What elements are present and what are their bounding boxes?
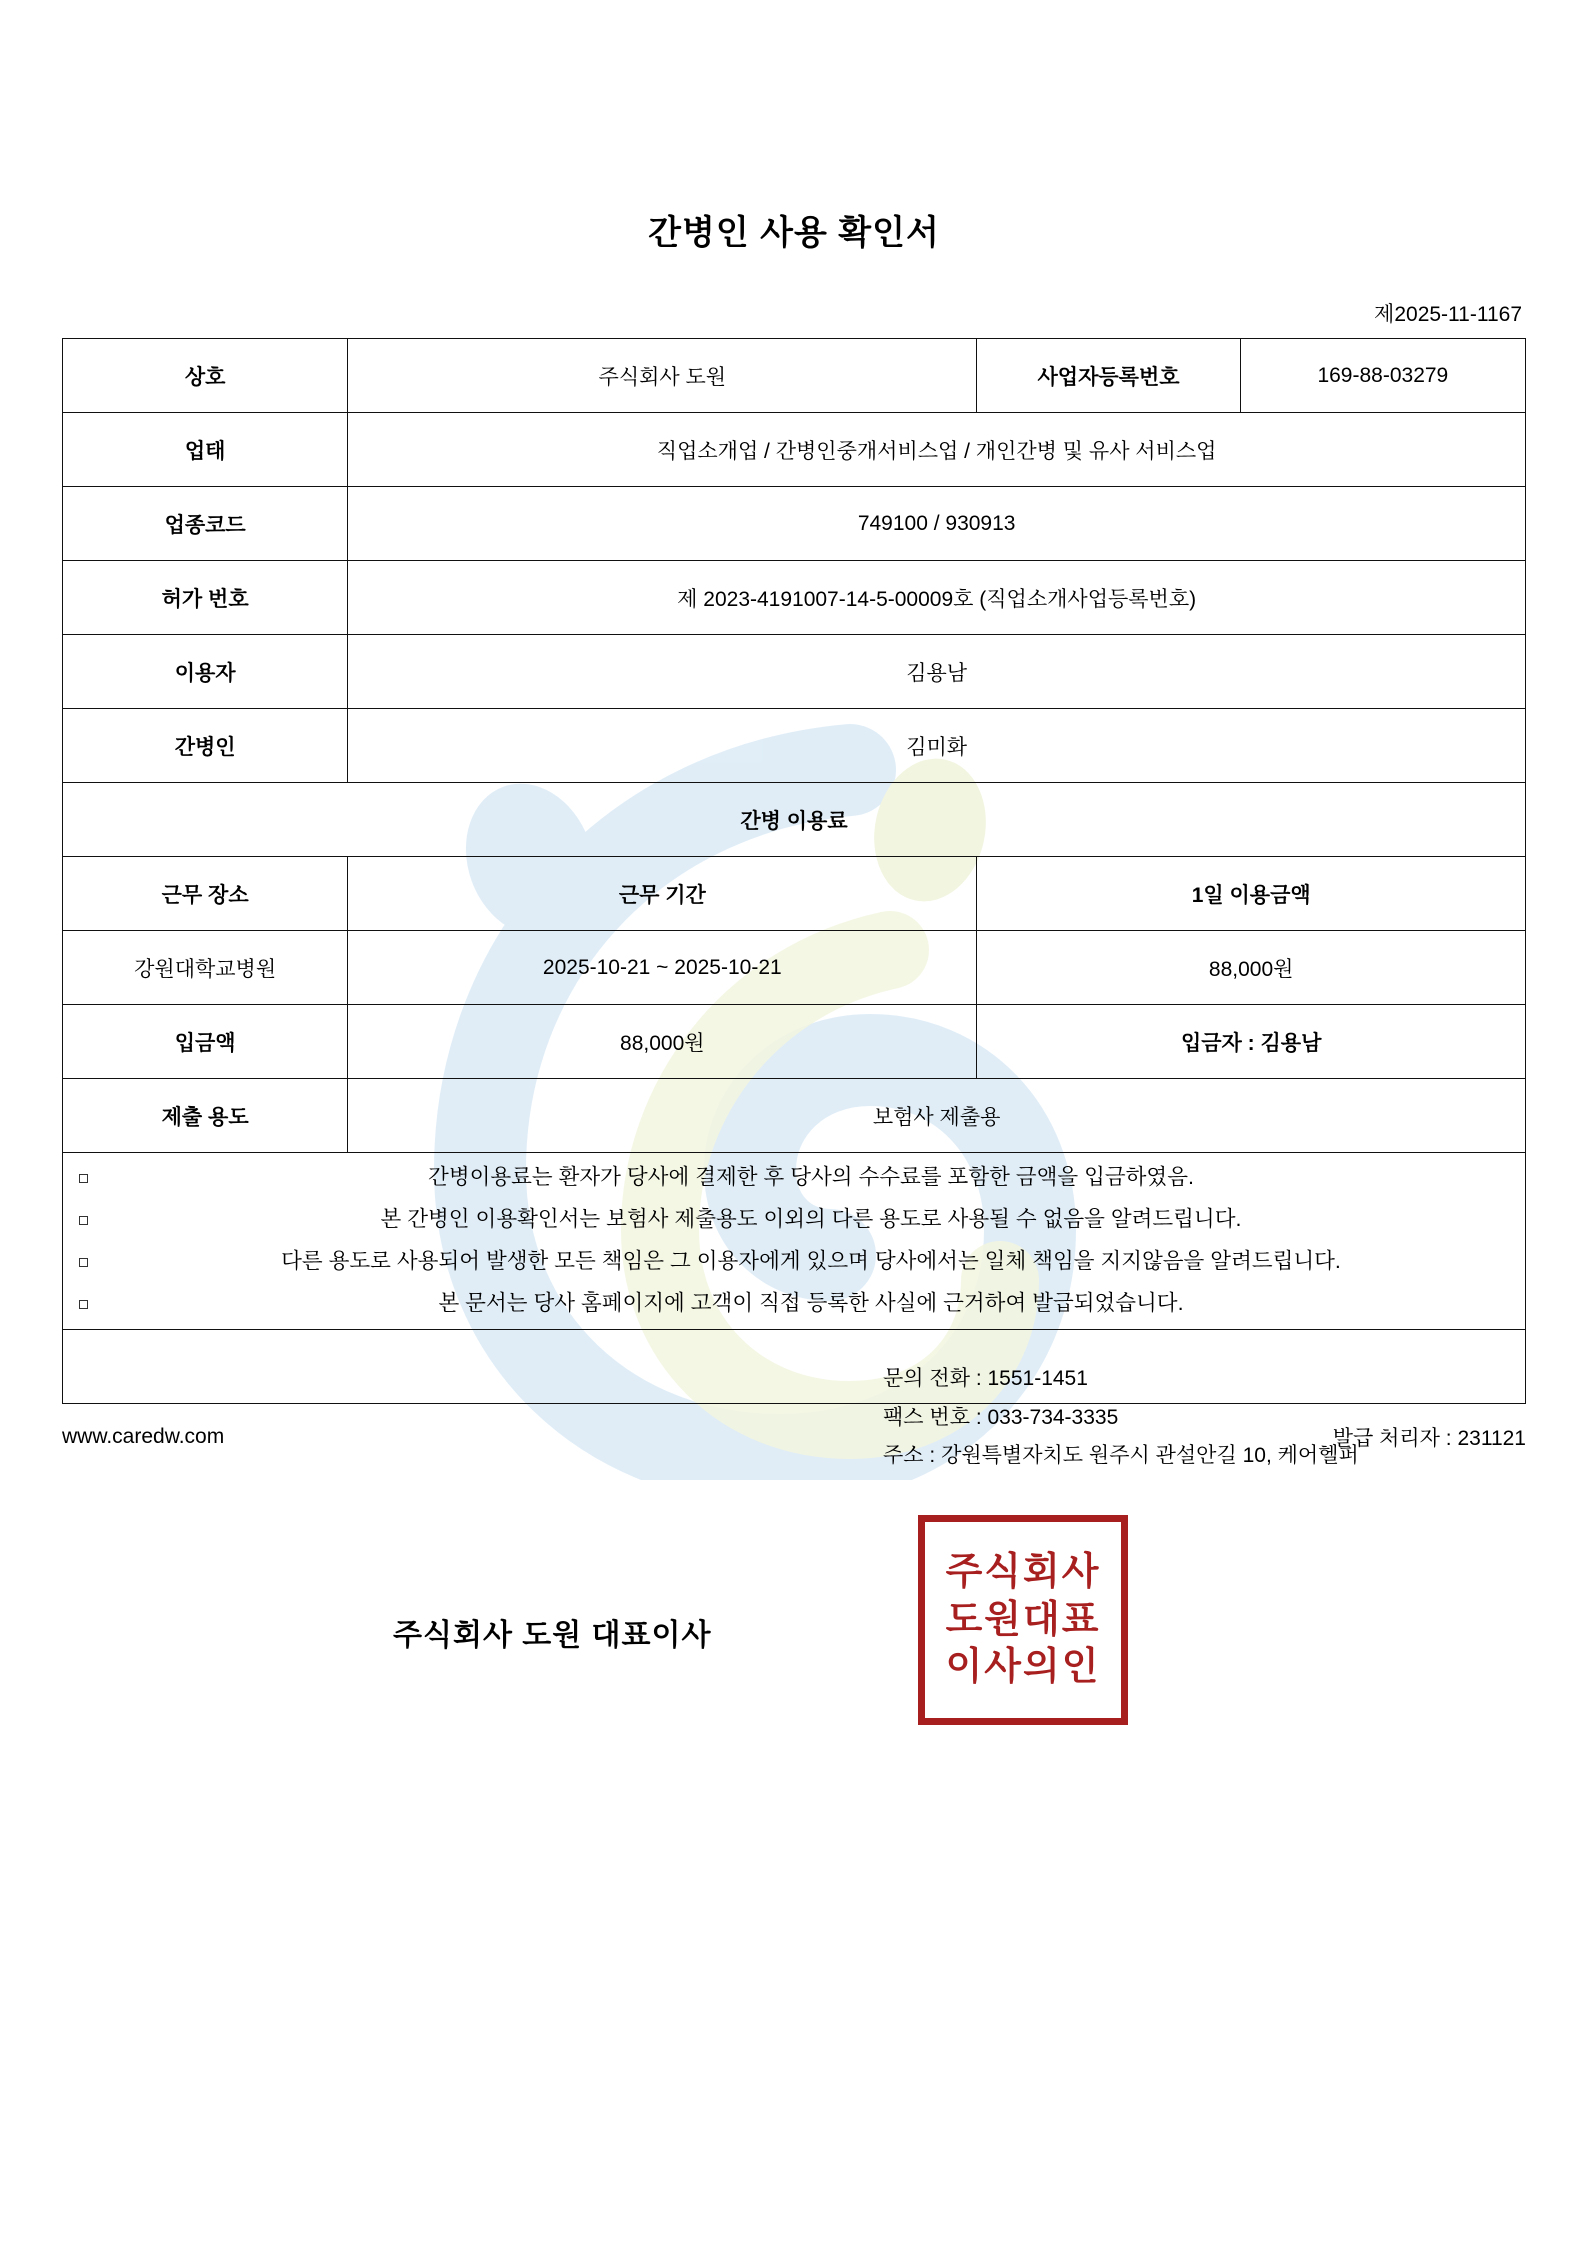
page-footer bbox=[62, 1422, 1526, 1452]
header-work-period: 근무 기간 bbox=[348, 857, 977, 931]
table-row-user bbox=[63, 635, 1526, 709]
table-row-fee-headers bbox=[63, 857, 1526, 931]
label-user: 이용자 bbox=[63, 635, 348, 709]
table-row-notes bbox=[63, 1153, 1526, 1330]
table-row-footer bbox=[63, 1329, 1526, 1403]
header-daily-amount: 1일 이용금액 bbox=[977, 857, 1526, 931]
table-row-purpose bbox=[63, 1079, 1526, 1153]
seal-line-1: 주식회사 bbox=[945, 1549, 1101, 1594]
page-title: 간병인 사용 확인서 bbox=[648, 214, 940, 252]
table-row-company-name bbox=[63, 339, 1526, 413]
table-row-industry-code bbox=[63, 487, 1526, 561]
value-work-period: 2025-10-21 ~ 2025-10-21 bbox=[348, 931, 977, 1005]
value-company-name: 주식회사 도원 bbox=[348, 339, 977, 413]
table-row-caregiver bbox=[63, 709, 1526, 783]
list-item: 다른 용도로 사용되어 발생한 모든 책임은 그 이용자에게 있으며 당사에서는 일체 책임을 지지않음을 알려드립니다. bbox=[71, 1241, 1517, 1283]
value-industry-code: 749100 / 930913 bbox=[348, 487, 1526, 561]
header-work-place: 근무 장소 bbox=[63, 857, 348, 931]
value-purpose: 보험사 제출용 bbox=[348, 1079, 1526, 1153]
value-business-type: 직업소개업 / 간병인중개서비스업 / 개인간병 및 유사 서비스업 bbox=[348, 413, 1526, 487]
signature-row bbox=[63, 1549, 1525, 1720]
table-row-fee-section-title bbox=[63, 783, 1526, 857]
notes-section bbox=[63, 1153, 1526, 1330]
seal-line-3: 이사의인 bbox=[945, 1644, 1101, 1689]
contact-phone: 문의 전화 : 1551-1451 bbox=[883, 1366, 1088, 1390]
label-biz-no: 사업자등록번호 bbox=[977, 339, 1240, 413]
contact-fax: 팩스 번호 : 033-734-3335 bbox=[883, 1405, 1119, 1429]
table-row-license-no bbox=[63, 561, 1526, 635]
list-item: 간병이용료는 환자가 당사에 결제한 후 당사의 수수료를 포함한 금액을 입금하였음. bbox=[71, 1157, 1517, 1199]
table-row-fee-values bbox=[63, 931, 1526, 1005]
value-license-no: 제 2023-4191007-14-5-00009호 (직업소개사업등록번호) bbox=[348, 561, 1526, 635]
fee-section-title: 간병 이용료 bbox=[63, 783, 1526, 857]
contact-address: 주소 : 강원특별자치도 원주시 관설안길 10, 케어헬퍼 bbox=[883, 1444, 1359, 1468]
label-business-type: 업태 bbox=[63, 413, 348, 487]
list-item: 본 간병인 이용확인서는 보험사 제출용도 이외의 다른 용도로 사용될 수 없음을 알려드립니다. bbox=[71, 1199, 1517, 1241]
value-work-place: 강원대학교병원 bbox=[63, 931, 348, 1005]
label-deposit: 입금액 bbox=[63, 1005, 348, 1079]
value-biz-no: 169-88-03279 bbox=[1240, 339, 1525, 413]
value-daily-amount: 88,000원 bbox=[977, 931, 1526, 1005]
list-item: 본 문서는 당사 홈페이지에 고객이 직접 등록한 사실에 근거하여 발급되었습니다. bbox=[71, 1283, 1517, 1325]
value-depositor: 입금자 : 김용남 bbox=[977, 1005, 1526, 1079]
value-user: 김용남 bbox=[348, 635, 1526, 709]
value-caregiver: 김미화 bbox=[348, 709, 1526, 783]
signature-company-line: 주식회사 도원 대표이사 bbox=[393, 1618, 712, 1652]
issuer-label: 발급 처리자 : 231121 bbox=[1332, 1426, 1526, 1450]
label-industry-code: 업종코드 bbox=[63, 487, 348, 561]
notes-list bbox=[71, 1157, 1517, 1325]
website-url: www.caredw.com bbox=[62, 1424, 225, 1448]
seal-line-2: 도원대표 bbox=[945, 1596, 1101, 1641]
label-company-name: 상호 bbox=[63, 339, 348, 413]
company-seal-stamp bbox=[918, 1515, 1128, 1725]
label-license-no: 허가 번호 bbox=[63, 561, 348, 635]
contact-block bbox=[883, 1360, 1359, 1477]
label-purpose: 제출 용도 bbox=[63, 1079, 348, 1153]
document-number: 제2025-11-1167 bbox=[1374, 303, 1522, 326]
table-row-deposit bbox=[63, 1005, 1526, 1079]
label-caregiver: 간병인 bbox=[63, 709, 348, 783]
table-row-business-type bbox=[63, 413, 1526, 487]
value-deposit: 88,000원 bbox=[348, 1005, 977, 1079]
